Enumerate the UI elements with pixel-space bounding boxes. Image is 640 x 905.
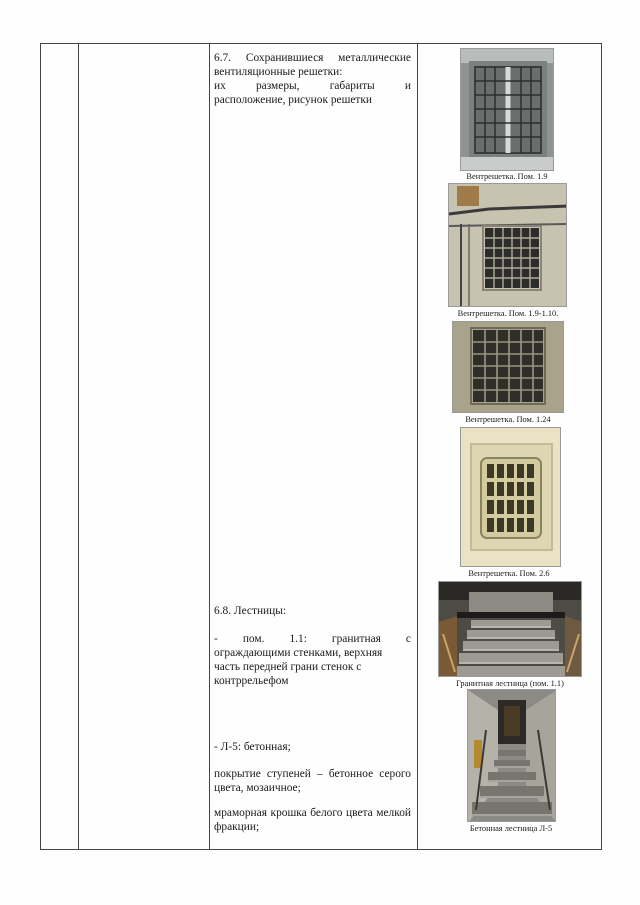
photo-caption-1: Вентрешетка. Пом. 1.9 (466, 172, 548, 181)
word: - (214, 633, 218, 645)
photo-caption-5: Гранитная лестница (пом. 1.1) (456, 679, 564, 688)
vent-grille-photo-icon (453, 322, 564, 413)
vent-grille-photo-icon (449, 184, 567, 307)
section-6-7-text (214, 51, 411, 107)
word: их (214, 80, 226, 92)
word: пом. (242, 633, 265, 645)
section-6-8-item-1 (214, 632, 411, 688)
photo-caption-4: Вентрешетка. Пом. 2.6 (468, 569, 550, 578)
section-6-7-line3: расположение, рисунок решетки (214, 94, 373, 106)
section-6-8-item-2: - Л-5: бетонная; (214, 741, 291, 753)
section-6-7-title: 6.7. Сохранившиеся металлические вентиляционные решетки: (214, 52, 411, 78)
section-6-8-item-4: мраморная крошка белого цвета мелкой фракции; (214, 807, 411, 833)
table-col-border-5 (601, 43, 602, 849)
photo-caption-6: Бетонная лестница Л-5 (469, 824, 553, 833)
table-col-border-1 (40, 43, 41, 849)
table-col-border-2 (78, 43, 79, 849)
photo-caption-2: Вентрешетка. Пом. 1.9-1.10. (457, 309, 559, 318)
vent-grille-photo-icon (461, 428, 561, 567)
vent-grille-photo-4 (460, 427, 561, 567)
item-1-first-line (214, 632, 411, 646)
word: гранитная (331, 633, 381, 645)
stair-photo-icon (468, 690, 556, 822)
word: и (404, 80, 411, 92)
word: размеры, (255, 80, 300, 92)
table-col-border-4 (417, 43, 418, 849)
vent-grille-photo-2 (448, 183, 567, 307)
vent-grille-photo-icon (461, 49, 554, 171)
word: 1.1: (289, 633, 307, 645)
section-6-8-title: 6.8. Лестницы: (214, 605, 287, 617)
item-1-rest: ограждающими стенками, верхняя часть передней грани стенок с контррельефом (214, 647, 383, 687)
table-col-border-3 (209, 43, 210, 849)
section-6-8-item-3: покрытие ступеней – бетонное серого цвета, мозаичное; (214, 768, 411, 794)
granite-stair-photo (438, 581, 582, 677)
vent-grille-photo-1 (460, 48, 554, 171)
table-bottom-border (40, 849, 602, 850)
section-6-7-line2 (214, 79, 411, 93)
table-top-border (40, 43, 602, 44)
word: с (405, 633, 411, 645)
stair-photo-icon (439, 582, 582, 677)
vent-grille-photo-3 (452, 321, 564, 413)
photo-caption-3: Вентрешетка. Пом. 1.24 (465, 415, 551, 424)
concrete-stair-photo (467, 689, 556, 822)
word: габариты (329, 80, 375, 92)
